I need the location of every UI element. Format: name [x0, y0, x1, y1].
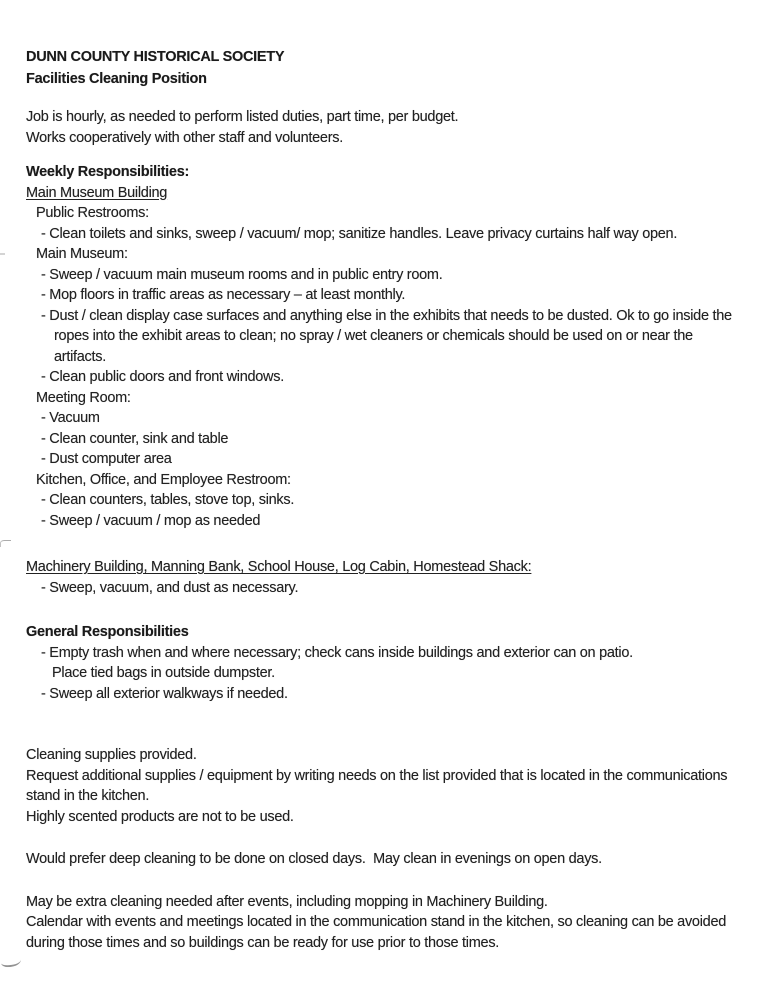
other-buildings-heading: Machinery Building, Manning Bank, School House, Log Cabin, Homestead Shack: — [26, 559, 532, 575]
events-notes-paragraph — [26, 892, 742, 954]
general-responsibilities-section — [26, 622, 742, 704]
subsection-meeting-room — [26, 388, 742, 470]
note-line: Would prefer deep cleaning to be done on closed days. May clean in evenings on open days. — [26, 851, 602, 867]
subsection-label: Kitchen, Office, and Employee Restroom: — [36, 471, 291, 488]
bullet-item: - Mop floors in traffic areas as necessary – at least monthly. — [41, 287, 406, 303]
bullet-item: - Sweep / vacuum / mop as needed — [41, 512, 261, 529]
supplies-notes-paragraph — [26, 745, 742, 827]
subsection-label: Public Restrooms: — [36, 205, 149, 221]
schedule-note-paragraph — [26, 849, 742, 870]
note-line: Highly scented products are not to be used. — [26, 808, 294, 825]
note-line: Request additional supplies / equipment by writing needs on the list provided that is located in the communications stand in the kitchen. — [26, 767, 732, 804]
scan-artifact — [0, 540, 11, 547]
note-line: Calendar with events and meetings located in the communication stand in the kitchen, so cleaning can be avoided during those times and so buildings can be ready for use prior to those times. — [26, 914, 730, 951]
document-title: DUNN COUNTY HISTORICAL SOCIETY — [26, 49, 285, 65]
bullet-item: - Dust / clean display case surfaces and anything else in the exhibits that needs to be dusted. Ok to go inside the ropes into the exhibit areas to clean; no spray / wet cleaners or chemicals should be used on or near the artifacts. — [41, 307, 736, 365]
scan-artifact — [1, 955, 22, 967]
scan-artifact — [0, 253, 5, 255]
intro-line: Works cooperatively with other staff and volunteers. — [26, 129, 343, 146]
weekly-responsibilities-section — [26, 162, 742, 531]
general-section-heading: General Responsibilities — [26, 624, 189, 640]
subsection-label: Meeting Room: — [36, 389, 131, 406]
bullet-item: - Clean toilets and sinks, sweep / vacuum/ mop; sanitize handles. Leave privacy curtains half way open. — [41, 225, 678, 242]
weekly-section-heading: Weekly Responsibilities: — [26, 164, 190, 180]
bullet-item: - Clean counter, sink and table — [41, 430, 229, 447]
note-line: Cleaning supplies provided. — [26, 747, 197, 763]
continuation-line: Place tied bags in outside dumpster. — [52, 665, 275, 681]
subsection-main-museum — [26, 244, 742, 388]
bullet-item: - Dust computer area — [41, 451, 172, 467]
subsection-kitchen-office-restroom — [26, 470, 742, 532]
bullet-item: - Empty trash when and where necessary; check cans inside buildings and exterior can on patio. — [41, 644, 633, 661]
subsection-label: Main Museum: — [36, 246, 128, 262]
bullet-item: - Clean public doors and front windows. — [41, 369, 284, 385]
other-buildings-section — [26, 557, 742, 598]
subsection-public-restrooms — [26, 203, 742, 244]
bullet-item: - Clean counters, tables, stove top, sinks. — [41, 492, 295, 508]
document-subtitle: Facilities Cleaning Position — [26, 71, 207, 87]
intro-paragraph — [26, 107, 742, 148]
main-museum-building-heading: Main Museum Building — [26, 184, 168, 201]
note-line: May be extra cleaning needed after events, including mopping in Machinery Building. — [26, 893, 548, 910]
bullet-item: - Sweep all exterior walkways if needed. — [41, 685, 288, 702]
bullet-item: - Sweep, vacuum, and dust as necessary. — [41, 579, 299, 596]
bullet-item: - Vacuum — [41, 410, 100, 426]
intro-line: Job is hourly, as needed to perform listed duties, part time, per budget. — [26, 109, 459, 125]
bullet-item: - Sweep / vacuum main museum rooms and in public entry room. — [41, 266, 443, 283]
